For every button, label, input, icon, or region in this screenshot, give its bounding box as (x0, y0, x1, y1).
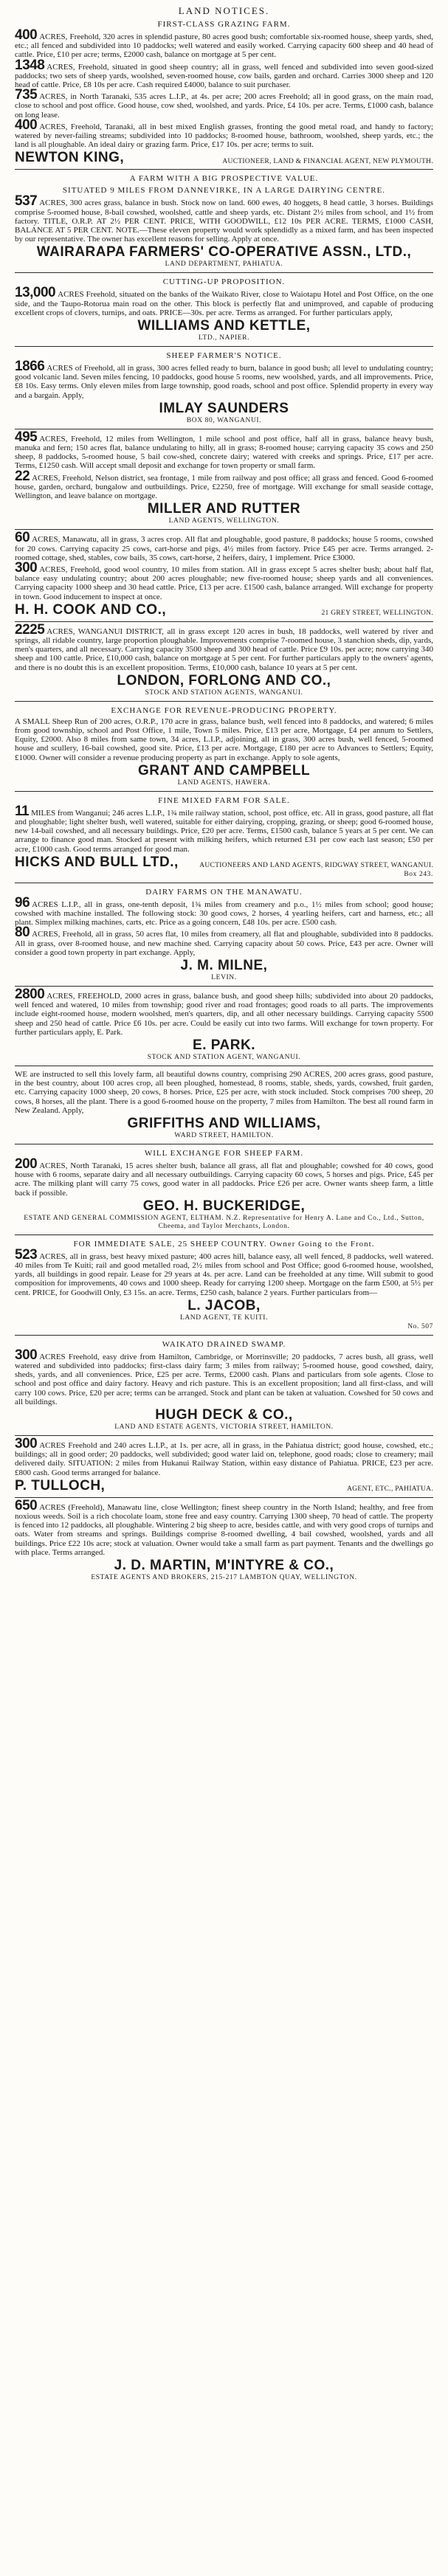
listing-entry (15, 894, 433, 928)
agent-name: WAIRARAPA FARMERS' CO-OPERATIVE ASSN., LTD., (36, 244, 412, 260)
listing-lead-figure: 60 (15, 530, 30, 546)
advertisement (15, 351, 433, 425)
advertisement (15, 1339, 433, 1432)
section-heading: LAND NOTICES. (178, 5, 270, 16)
listing-entry (15, 1497, 433, 1557)
advertisement (15, 173, 433, 269)
listing-entry (15, 925, 433, 957)
divider-rule (15, 1435, 433, 1436)
listing-entry (15, 986, 433, 1037)
listing-lead-figure: 300 (15, 1436, 38, 1452)
listing-lead-figure: 495 (15, 429, 38, 445)
listing-lead-figure: 300 (15, 1347, 38, 1363)
listing-text: ACRES, Freehold, 320 acres in splendid pasture, 80 acres good bush; comfortable six-roomed house, sheep yards, shed, etc.; all fenced and subdivided into 10 paddocks; well watered and easily worked. Carrying capacity 600 sheep and 40 head of cattle. Price, £10 per acre; terms, £2000 cash, balance on mortgage at 5 per cent. (15, 32, 433, 60)
advertisement (15, 1148, 433, 1231)
divider-rule (15, 346, 433, 347)
agent-name: GRIFFITHS AND WILLIAMS, (127, 1116, 321, 1132)
agent-signature (15, 1299, 433, 1313)
ad-heading: WILL EXCHANGE FOR SHEEP FARM. (144, 1149, 304, 1158)
ad-heading: FOR IMMEDIATE SALE, 25 SHEEP COUNTRY. Owner Going to the Front. (73, 1239, 375, 1249)
divider-rule (15, 701, 433, 702)
listing-lead-figure: 11 (15, 803, 30, 819)
listing-text: ACRES of Freehold, all in grass, 300 acres felled ready to burn, balance in good bush; all level to undulating country; good volcanic land. Seven miles fencing, 10 paddocks, good house 5 rooms, new woolshed, yards, and all improvements. Price, £8 10s. Easy terms. Only eleven miles from large township, good roads, school and post office. Splendid property in every way and a bargain. Apply, (15, 364, 433, 400)
agent-subtitle: STOCK AND STATION AGENT, WANGANUI. (147, 1054, 301, 1061)
listing-text: WE are instructed to sell this lovely farm, all beautiful downs country, comprising 290 ACRES, 200 acres grass, good pasture, in the best country, about 100 acres crop, all been ploughed, homestead, 8 rooms, stable, sheds, yards, cowshed, fruit garden, etc. Carrying capacity 1000 sheep, 20 cows, 8 horses. Price, £25 per acre, with stock included. Stock comprises 700 sheep, 20 cows, 8 horses, all the plant. There is a good 6-roomed house on the property, 7 miles from Hamilton. The best all round farm in New Zealand. Apply, (15, 1070, 433, 1115)
agent-name: H. H. COOK AND CO., (15, 601, 167, 618)
listing-lead-figure: 400 (15, 117, 38, 133)
listing-text: ACRES, FREEHOLD, 2000 acres in grass, balance bush, and good sheep hills; subdivided into about 20 paddocks, well fenced and watered, 10 miles from township; good river and road frontages; good roads to all parts. The improvements include eight-roomed house, modern woolshed, men's quarters, dip, and all other necessary buildings. Carrying capacity 5500 sheep and 250 head of cattle. Price £6 10s. per acre. Could be easily cut into two farms. Will exchange for town property. For further particulars apply, E. Park. (15, 991, 433, 1037)
divider-rule (15, 529, 433, 530)
listing-text: ACRES, Freehold, situated in good sheep country; all in grass, well fenced and subdivided into seven good-sized paddocks; two sets of sheep yards, woolshed, seven-roomed house, cow bails, garden and orchard. Carries 3000 sheep and 120 head of cattle. Price, £8 10s per acre. Cash required £4000, balance to suit purchaser. (15, 62, 433, 90)
agent-name: E. PARK. (193, 1037, 255, 1053)
listing-text: MILES from Wanganui; 246 acres L.I.P., 1¾ mile railway station, school, post office, etc. All in grass, good pasture, all flat and ploughable; light shelter bush, well watered, suitable for either dairying, cropping, grazing, or sheep; good 6-roomed house, new 14-bail cowshed, and all necessary buildings. Price, £20 per acre. Terms, £1500 cash, balance 5 years at 5 per cent. We can arrange to finance good man. Stocked at present with milking heifers, which returned £31 per cow each last season; £50 per acre, £1000 cash. Good terms arranged for good man. (15, 808, 433, 854)
agent-subtitle: LTD., NAPIER. (198, 334, 250, 342)
agent-signature (15, 959, 433, 973)
agent-signature (15, 1116, 433, 1131)
listing-text: ACRES, all in grass, best heavy mixed pasture; 400 acres hill, balance easy, all well fenced, 8 paddocks, well watered. 40 miles from Te Kuiti; rail and good metalled road, 2½ miles from school and Post Office; good 6-roomed house, woolshed, yards, all buildings in good repair. Lease for 29 years at 4s. per acre. Land can be freeholded at any time. Will submit to good composition for improvements, 40 cows and 1000 sheep. Ready for carrying 1200 sheep. Mortgage on the farm £500, at 5½ per cent. PRICE, for Goodwill Only, £3 15s. an acre. Terms, £250 cash, balance 2 years. Further particulars from— (15, 1251, 433, 1297)
ad-heading: FIRST-CLASS GRAZING FARM. (157, 20, 291, 29)
listing-text: ACRES, Freehold, all in grass, 50 acres flat, 10 miles from creamery, all flat and ploughable, subdivided into 8 paddocks. All in grass, over 8-roomed house, and new machine shed. Carrying capacity about 50 cows. Price, £43 per acre. Owner will consider a good town property in part exchange. Apply, (15, 930, 433, 957)
agent-name: HUGH DECK & CO., (155, 1407, 293, 1423)
agent-subtitle: LAND DEPARTMENT, PAHIATUA. (165, 260, 283, 269)
ad-subheading: SITUATED 9 MILES FROM DANNEVIRKE, IN A LARGE DAIRYING CENTRE. (62, 186, 386, 196)
ad-heading: CUTTING-UP PROPOSITION. (162, 277, 286, 287)
agent-address: AUCTIONEERS AND LAND AGENTS, RIDGWAY STREET, WANGANUI. (199, 862, 433, 870)
advertisement (15, 1239, 433, 1331)
agent-signature (15, 603, 433, 618)
advertisement (15, 986, 433, 1062)
listing-entry (15, 359, 433, 400)
ad-heading: A FARM WITH A BIG PROSPECTIVE VALUE. (129, 174, 319, 184)
listing-lead-figure: 22 (15, 468, 30, 484)
listing-entry (15, 1070, 433, 1115)
listing-entry (15, 559, 433, 601)
ad-heading: EXCHANGE FOR REVENUE-PRODUCING PROPERTY. (111, 705, 337, 715)
agent-box-number: No. 507 (407, 1322, 433, 1330)
advertisement (15, 887, 433, 982)
listing-lead-figure: 96 (15, 894, 30, 911)
agent-subtitle: STOCK AND STATION AGENTS, WANGANUI. (145, 688, 303, 697)
agent-subtitle: ESTATE AND GENERAL COMMISSION AGENT, ELTHAM. N.Z. Representative for Henry A. Lane and Co., Ltd., Sutton, Cheema, and Taylor Merchants, London. (24, 1214, 424, 1230)
agent-name: L. JACOB, (187, 1297, 261, 1313)
agent-subtitle: ESTATE AGENTS AND BROKERS, 215-217 LAMBTON QUAY, WELLINGTON. (91, 1574, 357, 1582)
advertisement (15, 277, 433, 342)
listing-entry (15, 717, 433, 762)
agent-name: IMLAY SAUNDERS (159, 400, 289, 416)
listing-text: ACRES (Freehold), Manawatu line, close Wellington; finest sheep country in the North Island; healthy, and free from noxious weeds. Soil is a rich chocolate loam, stone free and easy country. Carrying 1300 sheep, 70 head of cattle. The property is fenced into 12 paddocks, all ploughable. Wintering 2 big sheep to acre, besides cattle, and with very good crops of turnips and oats. Water from streams and springs. Buildings comprise 8-roomed dwelling, 4 bail cowshed, woolshed, yards and all buildings. Price £22 10s acre; stock at valuation. Owner would take a small farm as part payment. Tenants and the dwellings go with place. Terms arranged. (15, 1502, 433, 1557)
agent-signature (15, 319, 433, 334)
listing-entry (15, 429, 433, 471)
agent-signature (15, 1558, 433, 1573)
listing-lead-figure: 735 (15, 87, 38, 103)
agent-name: LONDON, FORLONG AND CO., (117, 672, 331, 688)
listing-text: ACRES, North Taranaki, 15 acres shelter bush, balance all grass, all flat and ploughable; cowshed for 40 cows, good house with 6 rooms, separate dairy and all necessary outbuildings. Carrying capacity 60 cows, 5 horses and pigs. Price, £45 per acre. The milking plant will carry 75 cows, good water in all paddocks. Price £26 per acre. Owner wants sheep farm, a little back if possible. (15, 1161, 433, 1198)
divider-rule (15, 621, 433, 622)
listing-text: ACRES, Manawatu, all in grass, 3 acres crop. All flat and ploughable, good pasture, 8 paddocks; house 5 rooms, cowshed for 20 cows. Carrying capacity 25 cows, cart-horse and pigs, 4½ miles from factory. Price £45 per acre. Terms arranged. 2-roomed cottage, shed, stables, cow bails, 35 cows, cart-horse, 2 heifers, dairy, 1 implement. Price £3000. (15, 535, 433, 562)
listing-entry (15, 87, 433, 120)
advertisement (15, 429, 433, 525)
agent-signature (15, 245, 433, 260)
advertisement (15, 795, 433, 879)
listing-text: ACRES, 300 acres grass, balance in bush. Stock now on land. 600 ewes, 40 hoggets, 8 head cattle, 3 horses. Buildings comprise 5-roomed house, 8-bail cowshed, woolshed, cattle and sheep yards, etc. Distant 2½ miles from school, and 1½ from factory. TITLE, O.R.P. AT 2½ PER CENT. PRICE, WITH GOODWILL, £12 10s PER ACRE. TERMS, £1000 CASH, BALANCE AT 5 PER CENT. NOTE.—These eleven property would work splendidly as a mixed farm, and has been inspected by our representative. The owner has excellent reasons for selling. Apply at once. (15, 198, 433, 244)
agent-signature (15, 1038, 433, 1053)
listing-lead-figure: 650 (15, 1497, 38, 1513)
ad-heading: DAIRY FARMS ON THE MANAWATU. (145, 887, 303, 897)
listing-text: ACRES L.I.P., all in grass, one-tenth deposit, 1¾ miles from creamery and p.o., 1½ miles from school; good house; cowshed with machine installed. The following stock: 30 good cows, 2 horses, 4 yearling heifers, cart and harness, etc.; all plant. Simplex milking machines, carts, etc. Price as a going concern, £48 10s. per acre. £500 cash. (15, 899, 433, 928)
advertisement (15, 1497, 433, 1582)
agent-signature (15, 855, 433, 870)
advertisement (15, 1070, 433, 1140)
listing-text: ACRES, Freehold, good wool country, 10 miles from station. All in grass except 5 acres shelter bush; about half flat, balance easy undulating country; about 200 acres ploughable; new five-roomed house; sheep yards and all conveniences. Carrying capacity 1000 sheep and 30 head cattle. Price, £13 per acre. £1500 cash, balance arranged. Will exchange for property in town. Good inducement to inspect at once. (15, 564, 433, 601)
listing-lead-figure: 2800 (15, 986, 45, 1002)
advertisements-list (15, 19, 433, 1582)
advertisement (15, 530, 433, 618)
listing-text: ACRES, Freehold, Nelson district, sea frontage, 1 mile from railway and post office; all grass and fenced. Good 6-roomed house, garden, orchard, bungalow and outbuildings. Price, £2250, free of mortgage. Will exchange for small seaside cottage, Wellington, and leave balance on mortgage. (15, 473, 433, 501)
listing-lead-figure: 1866 (15, 359, 45, 375)
agent-signature (15, 502, 433, 517)
agent-subtitle: LAND AGENTS, WELLINGTON. (168, 517, 280, 525)
agent-name: NEWTON KING, (15, 150, 125, 166)
listing-text: ACRES Freehold and 240 acres L.I.P., at 1s. per acre, all in grass, in the Pahiatua district; good house, cowshed, etc.; buildings; all in good order; 20 paddocks, well subdivided; good water laid on, telephone, good roads; close to creamery; mail delivered daily. SITUATION: 2 miles from Hukanui Railway Station, within easy distance of Pahiatua. PRICE, £23 per acre. £800 cash. Good terms arranged for balance. (15, 1441, 433, 1477)
listing-lead-figure: 300 (15, 559, 38, 576)
listing-lead-figure: 537 (15, 193, 38, 210)
listing-lead-figure: 400 (15, 27, 38, 43)
listing-text: ACRES Freehold, easy drive from Hamilton, Cambridge, or Morrinsville; 20 paddocks, 7 acres bush, all grass, well watered and subdivided into paddocks; first-class dairy farm; 3 miles from railway; 5-roomed house, good cowshed, dairy, sheds, yards, and all conveniences. Price, £25 per acre. Terms, £2000 cash. Plans and particulars from sole agents. Close to school and post office and dairy factory. Heavy and rich pasture. This is an excellent proposition; land all first-class, and will carry 100 cows. Price, £20 per acre; terms can be arranged. Stock and plant can be taken at valuation. Cowshed for 50 cows and all buildings. (15, 1352, 433, 1406)
listing-lead-figure: 523 (15, 1246, 38, 1263)
listing-entry (15, 1156, 433, 1198)
listing-lead-figure: 2225 (15, 621, 45, 638)
listing-entry (15, 1347, 433, 1406)
ad-heading: SHEEP FARMER'S NOTICE. (166, 351, 282, 361)
listing-entry (15, 530, 433, 562)
listing-text: ACRES, Freehold, 12 miles from Wellington, 1 mile school and post office, half all in grass, balance heavy bush, manuka and fern; 150 acres flat, balance undulating to hilly, all in grass; 8-roomed house; carrying capacity 35 cows and 250 sheep, 8 paddocks, 5-roomed house, 5 bail cow-shed, concrete dairy; watered with creeks and springs. Price, £17 per acre. Terms, £1250 cash. Will accept small deposit and exchange for town property or small farm. (15, 434, 433, 471)
agent-subtitle: WARD STREET, HAMILTON. (174, 1132, 274, 1140)
divider-rule (15, 272, 433, 273)
advertisement (15, 19, 433, 165)
agent-address: 21 GREY STREET, WELLINGTON. (321, 610, 433, 618)
agent-name: J. D. MARTIN, M'INTYRE & CO., (114, 1558, 334, 1574)
agent-box-number: Box 243. (404, 870, 433, 878)
listing-text: ACRES, WANGANUI DISTRICT, all in grass except 120 acres in bush, 18 paddocks, well watered by river and springs, all ridable country, large proportion ploughable. Improvements comprise 7-roomed house, 3 stanchion sheds, dip, yards, men's quarters, and all necessary. Carrying capacity 3500 sheep and 300 head of cattle. Price £9 10s. per acre; now carrying 340 sheep and 100 cattle. Price, £10,000 cash, balance on mortgage at 5 per cent. For further particulars apply to the owners' agents, and there is no doubt this is an excellent proposition. Terms, £10,000 cash, balance 10 years at 5 per cent. (15, 626, 433, 672)
agent-address: AUCTIONEER, LAND & FINANCIAL AGENT, NEW PLYMOUTH. (222, 157, 433, 165)
listing-entry (15, 193, 433, 244)
listing-lead-figure: 200 (15, 1156, 38, 1173)
agent-name: J. M. MILNE, (180, 957, 268, 973)
agent-signature (15, 401, 433, 416)
ad-heading: FINE MIXED FARM FOR SALE. (158, 795, 290, 805)
listing-entry (15, 1436, 433, 1477)
agent-subtitle: LAND AGENTS, HAWERA. (177, 778, 271, 787)
agent-signature (15, 674, 433, 688)
listing-entry (15, 803, 433, 854)
agent-signature (15, 1408, 433, 1423)
listing-text: ACRES, Freehold, Taranaki, all in best mixed English grasses, fronting the good metal road, and handy to factory; watered by never-failing streams; subdivided into 10 paddocks; 8-roomed house, bathroom, woolshed, sheep yards, etc.; the land is all ploughable. An ideal dairy or grazing farm. Price, £17 10s. per acre; terms to suit. (15, 122, 433, 150)
advertisement (15, 1436, 433, 1494)
agent-subtitle: LEVIN. (211, 973, 237, 981)
agent-name: WILLIAMS AND KETTLE, (137, 318, 311, 334)
divider-rule (15, 1335, 433, 1336)
listing-entry (15, 468, 433, 501)
agent-signature (15, 764, 433, 778)
listing-entry (15, 621, 433, 672)
agent-name: GEO. H. BUCKERIDGE, (142, 1198, 306, 1214)
divider-rule (15, 169, 433, 170)
listing-lead-figure: 80 (15, 925, 30, 941)
listing-text: A SMALL Sheep Run of 200 acres, O.R.P., 170 acre in grass, balance bush, well fenced into 8 paddocks, and watered; 6 miles from good township, school and Post Office, 1 mile, Town 5 miles. Price, £13 per acre, Mortgage, £4 per annum to Settlers, Equity, £2000. Also 8 miles from same town, 34 acres, L.I.P., adjoining, all in grass, 300 acres bush, well fenced, 5-roomed house and scullery, 16-bail cowshed, good site. Price, £13 per acre. Mortgage, £180 per acre to Advances to Settlers; Equity, £1000. Owner will consider a revenue producing property as part in exchange. Apply to sole agents, (15, 716, 433, 762)
ad-heading: WAIKATO DRAINED SWAMP. (162, 1339, 286, 1349)
agent-name: GRANT AND CAMPBELL (137, 762, 311, 778)
listing-entry (15, 57, 433, 90)
agent-subtitle: LAND AND ESTATE AGENTS, VICTORIA STREET, HAMILTON. (114, 1423, 334, 1432)
listing-entry (15, 285, 433, 317)
divider-rule (15, 986, 433, 987)
agent-subtitle: LAND AGENT, TE KUITI. (179, 1313, 269, 1322)
agent-name: MILLER AND RUTTER (147, 501, 301, 517)
listing-lead-figure: 1348 (15, 57, 45, 73)
divider-rule (15, 791, 433, 792)
listing-lead-figure: 13,000 (15, 285, 56, 301)
listing-text: ACRES Freehold, situated on the banks of the Waikato River, close to Waiotapu Hotel and Post Office, on the one side, and the Taupo-Rotorua main road on the other. This block is perfectly flat and unimproved, and capable of producing excellent crops of clovers, turnips, and oats. PRICE—30s. per acre. Terms as arranged. For further particulars apply, (15, 290, 433, 317)
agent-name: HICKS AND BULL LTD., (15, 854, 179, 870)
listing-entry (15, 117, 433, 150)
agent-address: AGENT, ETC., PAHIATUA. (347, 1485, 433, 1494)
agent-signature (15, 1199, 433, 1214)
agent-name: P. TULLOCH, (15, 1477, 106, 1494)
listing-entry (15, 27, 433, 60)
agent-signature (15, 1479, 433, 1494)
agent-signature (15, 151, 433, 165)
advertisement (15, 621, 433, 697)
agent-subtitle: BOX 80, WANGANUI. (186, 416, 262, 424)
divider-rule (15, 1497, 433, 1498)
listing-text: ACRES, in North Taranaki, 535 acres L.I.P., at 4s. per acre; 200 acres Freehold; all in good grass, on the main road, close to school and post office. Good house, cow shed, woolshed, and yards. Price, £4 10s. per acre. Terms, £1000 cash, balance on long lease. (15, 92, 433, 120)
listing-entry (15, 1246, 433, 1297)
advertisement (15, 705, 433, 787)
